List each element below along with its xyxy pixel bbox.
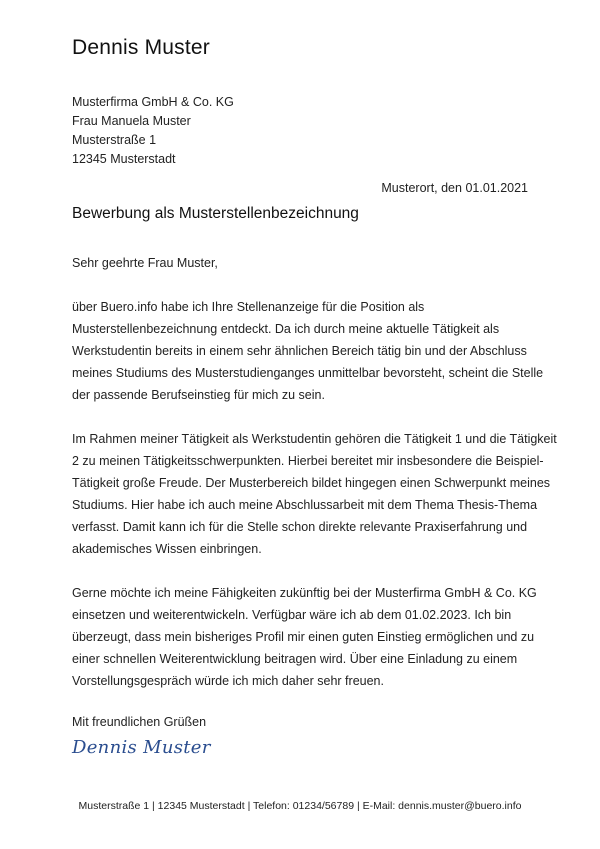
date-line: Musterort, den 01.01.2021	[381, 181, 528, 195]
sender-name: Dennis Muster	[72, 36, 210, 59]
paragraph-line: über Buero.info habe ich Ihre Stellenanzeige für die Position als	[72, 300, 425, 314]
paragraph-line: einsetzen und weiterentwickeln. Verfügbar wäre ich ab dem 01.02.2023. Ich bin	[72, 608, 512, 622]
handwritten-signature: Dennis Muster	[72, 737, 211, 758]
paragraph-line: 2 zu meinen Tätigkeitsschwerpunkten. Hierbei bereitet mir insbesondere die Beispiel-	[72, 454, 544, 468]
recipient-contact: Frau Manuela Muster	[72, 114, 191, 128]
paragraph-line: Vorstellungsgespräch würde ich mich daher sehr freuen.	[72, 674, 384, 688]
footer-contact-line: Musterstraße 1 | 12345 Musterstadt | Telefon: 01234/56789 | E-Mail: dennis.muster@buero.info	[78, 800, 522, 812]
paragraph-line: Gerne möchte ich meine Fähigkeiten zukünftig bei der Musterfirma GmbH & Co. KG	[72, 586, 537, 600]
recipient-city: 12345 Musterstadt	[72, 152, 176, 166]
paragraph-1	[72, 296, 544, 406]
subject-line: Bewerbung als Musterstellenbezeichnung	[72, 205, 359, 222]
paragraph-line: einer schnellen Weiterentwicklung beitragen wird. Über eine Einladung zu einem	[72, 652, 518, 666]
paragraph-line: überzeugt, dass mein bisheriges Profil mir einen guten Einstieg ermöglichen und zu	[72, 630, 535, 644]
paragraph-2	[72, 428, 557, 560]
salutation: Sehr geehrte Frau Muster,	[72, 256, 218, 270]
paragraph-line: der passende Berufseinstieg für mich zu sein.	[72, 388, 325, 402]
paragraph-line: Musterstellenbezeichnung entdeckt. Da ich durch meine aktuelle Tätigkeit als	[72, 322, 500, 336]
paragraph-line: verfasst. Damit kann ich für die Stelle schon direkte relevante Praxiserfahrung und	[72, 520, 528, 534]
paragraph-line: Werkstudentin bereits in einem sehr ähnlichen Bereich tätig bin und der Abschluss	[72, 344, 527, 358]
paragraph-3	[72, 582, 537, 692]
paragraph-line: Im Rahmen meiner Tätigkeit als Werkstudentin gehören die Tätigkeit 1 und die Tätigkeit	[72, 432, 557, 446]
paragraph-line: Studiums. Hier habe ich auch meine Abschlussarbeit mit dem Thema Thesis-Thema	[72, 498, 538, 512]
paragraph-line: Tätigkeit große Freude. Der Musterbereich bildet hingegen einen Schwerpunkt meines	[72, 476, 551, 490]
recipient-street: Musterstraße 1	[72, 133, 157, 147]
recipient-company: Musterfirma GmbH & Co. KG	[72, 95, 234, 109]
paragraph-line: akademisches Wissen einbringen.	[72, 542, 262, 556]
recipient-address	[72, 93, 234, 169]
closing-formula: Mit freundlichen Grüßen	[72, 715, 207, 729]
paragraph-line: meines Studiums des Musterstudienganges unmittelbar bevorsteht, scheint die Stelle	[72, 366, 544, 380]
